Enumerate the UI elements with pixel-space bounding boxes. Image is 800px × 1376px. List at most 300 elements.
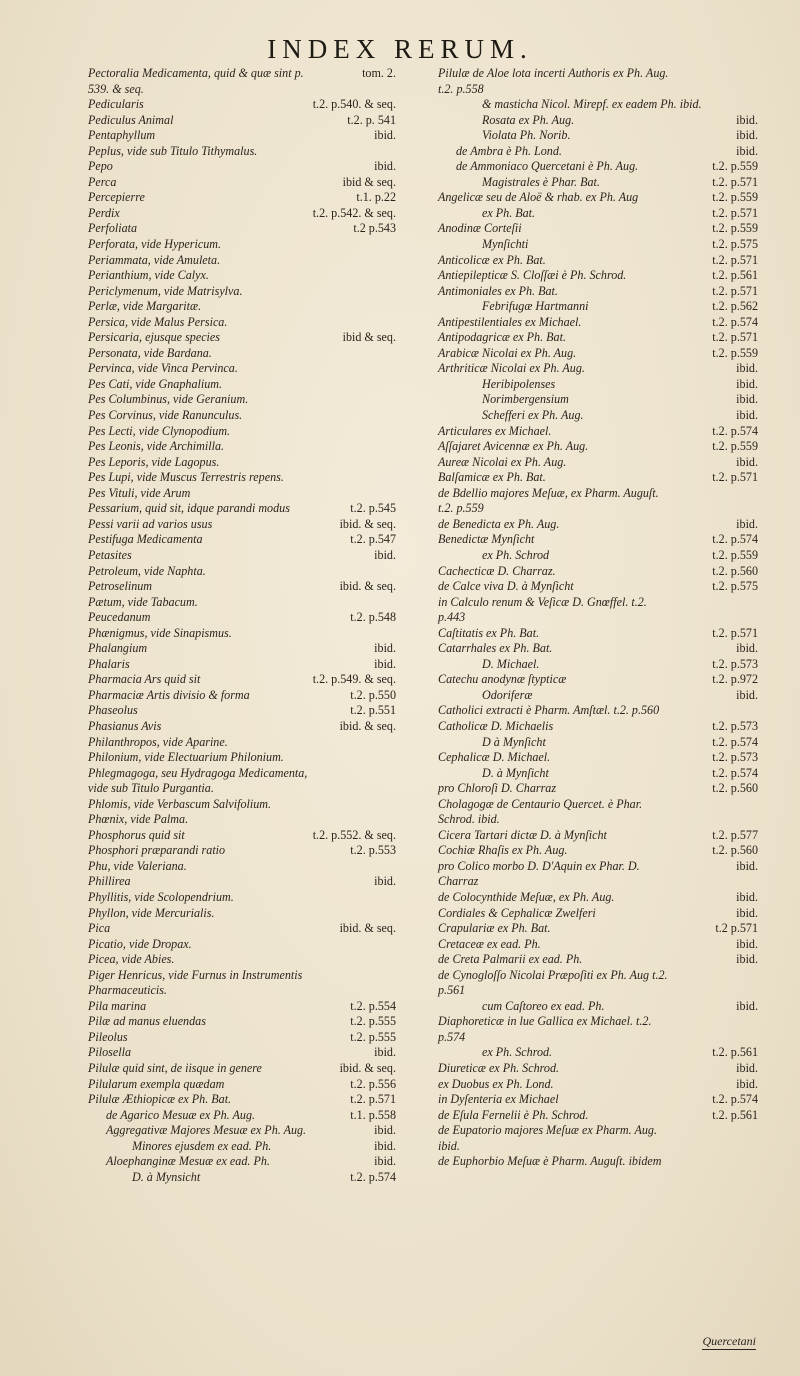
entry-text: Periammata, vide Amuleta. — [88, 252, 221, 267]
entry-text: Pes Lecti, vide Clynopodium. — [88, 423, 231, 438]
entry-reference: t.2. p.560 — [712, 563, 758, 578]
index-entry — [88, 377, 396, 393]
entry-reference: ibid. — [736, 392, 758, 407]
entry-text: Periclymenum, vide Matrisylva. — [88, 283, 243, 298]
index-entry — [438, 159, 758, 175]
index-entry — [88, 284, 396, 300]
entry-reference: t.2. p.571 — [712, 205, 758, 220]
index-entry — [438, 221, 758, 237]
entry-text: pro Colico morbo D. D'Aquin ex Phar. D. Charraz — [438, 858, 640, 889]
entry-text: Pes Lupi, vide Muscus Terrestris repens. — [88, 470, 284, 485]
entry-text: Phasianus Avis — [88, 718, 162, 733]
index-entry — [88, 1061, 396, 1077]
entry-reference: t.2. p.559 — [712, 345, 758, 360]
index-entry — [88, 626, 396, 642]
entry-text: Phosphori præparandi ratio — [88, 843, 226, 858]
entry-text: Pilularum exempla quædam — [88, 1076, 225, 1091]
index-entry — [438, 299, 758, 315]
entry-text: Antimoniales ex Ph. Bat. — [438, 283, 558, 298]
entry-text: de Bdellio majores Meſuæ, ex Pharm. Auguſt. t.2. p.559 — [438, 485, 659, 516]
index-entry — [438, 703, 758, 719]
index-entry — [88, 579, 396, 595]
index-entry — [438, 890, 758, 906]
index-entry — [438, 579, 758, 595]
entry-reference: ibid. — [374, 641, 396, 656]
entry-text: Pica — [88, 921, 111, 936]
index-entry — [88, 1092, 396, 1108]
index-entry — [88, 657, 396, 673]
entry-reference: t.2. p.574 — [712, 1092, 758, 1107]
entry-reference: t.2. p.571 — [712, 330, 758, 345]
entry-text: Cicera Tartari dictæ D. à Mynſicht — [438, 827, 607, 842]
entry-reference: ibid. & seq. — [339, 921, 396, 936]
entry-text: Pes Leporis, vide Lagopus. — [88, 454, 220, 469]
index-entry — [438, 190, 758, 206]
index-entry — [438, 688, 758, 704]
entry-reference: t.2. p.577 — [712, 827, 758, 842]
index-entry — [438, 906, 758, 922]
entry-text: Petroleum, vide Naphta. — [88, 563, 206, 578]
entry-text: Cephalicæ D. Michael. — [438, 750, 551, 765]
entry-reference: t.2. p.574 — [712, 314, 758, 329]
entry-text: Diureticæ ex Ph. Schrod. — [438, 1061, 560, 1075]
entry-reference: ibid. — [374, 1138, 396, 1153]
index-entry — [88, 812, 396, 828]
index-entry — [88, 766, 396, 797]
index-entry — [438, 548, 758, 564]
entry-reference: ibid. & seq. — [339, 1061, 396, 1075]
index-entry — [438, 361, 758, 377]
index-entry — [438, 859, 758, 890]
entry-text: Persica, vide Malus Persica. — [88, 314, 228, 329]
entry-reference: ibid. — [736, 408, 758, 423]
index-entry — [88, 439, 396, 455]
entry-text: Angelicæ seu de Aloë & rhab. ex Ph. Aug — [438, 190, 639, 205]
entry-reference: ibid. — [736, 889, 758, 904]
entry-text: Petasites — [88, 547, 132, 562]
index-entry — [438, 439, 758, 455]
entry-text: Balſamicæ ex Ph. Bat. — [438, 470, 546, 485]
index-entry — [88, 843, 396, 859]
entry-reference: t.2. p.559 — [712, 190, 758, 205]
entry-reference: ibid. — [736, 128, 758, 143]
entry-reference: t.2. p.571 — [712, 252, 758, 267]
entry-text: ex Duobus ex Ph. Lond. — [438, 1076, 554, 1091]
entry-reference: t.2. p.542. & seq. — [312, 205, 396, 220]
entry-reference: t.2. p.549. & seq. — [312, 672, 396, 687]
index-entry — [438, 828, 758, 844]
entry-reference: ibid. & seq. — [339, 516, 396, 531]
entry-text: Phillirea — [88, 874, 131, 889]
entry-text: Cachecticæ D. Charraz. — [438, 563, 556, 578]
entry-text: Cretaceæ ex ead. Ph. — [438, 936, 541, 951]
entry-text: Pilulæ Æthiopicæ ex Ph. Bat. — [88, 1092, 232, 1107]
entry-text: Antipodagricæ ex Ph. Bat. — [438, 330, 566, 345]
index-entry — [438, 843, 758, 859]
entry-text: & masticha Nicol. Mirepf. ex eadem Ph. ibid. — [482, 97, 702, 112]
index-entry — [88, 221, 396, 237]
entry-text: Phalaris — [88, 656, 130, 671]
index-entry — [88, 750, 396, 766]
index-entry — [438, 1045, 758, 1061]
entry-text: Pilulæ quid sint, de iisque in genere — [88, 1061, 262, 1075]
entry-text: Persicaria, ejusque species — [88, 330, 220, 345]
index-entry — [88, 937, 396, 953]
index-entry — [88, 859, 396, 875]
entry-text: Cochiæ Rhaſis ex Ph. Aug. — [438, 843, 568, 858]
entry-text: Phu, vide Valeriana. — [88, 858, 187, 873]
entry-text: de Creta Palmarii ex ead. Ph. — [438, 952, 583, 967]
entry-text: Minores ejusdem ex ead. Ph. — [132, 1138, 272, 1153]
entry-reference: t.2. p.545 — [350, 501, 396, 516]
entry-text: Mynſichti — [482, 237, 529, 252]
index-entry — [438, 392, 758, 408]
entry-reference: t.1. p.22 — [356, 190, 396, 205]
index-entry — [438, 1154, 758, 1170]
entry-text: Aureæ Nicolai ex Ph. Aug. — [438, 454, 567, 469]
entry-text: de Euphorbio Meſuæ è Pharm. Auguſt. ibidem — [438, 1154, 662, 1169]
entry-text: Catholici extracti è Pharm. Amſtæl. t.2. p.560 — [438, 703, 660, 718]
entry-text: D. à Mynſicht — [482, 765, 549, 780]
index-entry — [438, 455, 758, 471]
entry-text: Pedicularis — [88, 97, 144, 112]
entry-text: Cholagogæ de Centaurio Quercet. è Phar. Schrod. ibid. — [438, 796, 643, 827]
index-entry — [438, 253, 758, 269]
entry-text: Perca — [88, 174, 117, 189]
entry-reference: t.2. p.573 — [712, 750, 758, 765]
index-entry — [88, 190, 396, 206]
entry-text: Perfoliata — [88, 221, 138, 236]
entry-reference: t.2. p.548 — [350, 610, 396, 625]
index-entry — [88, 1030, 396, 1046]
index-entry — [438, 237, 758, 253]
entry-reference: t.2. p.551 — [350, 703, 396, 718]
index-entry — [88, 797, 396, 813]
index-entry — [438, 1092, 758, 1108]
index-entry — [88, 66, 396, 97]
entry-reference: t.2. p.559 — [712, 547, 758, 562]
index-entry — [438, 408, 758, 424]
index-entry — [88, 253, 396, 269]
entry-text: Perforata, vide Hypericum. — [88, 237, 221, 252]
entry-reference: ibid & seq. — [342, 174, 396, 189]
index-entry — [88, 392, 396, 408]
entry-text: Pediculus Animal — [88, 112, 174, 127]
entry-reference: t.2. p.574 — [712, 423, 758, 438]
entry-text: Articulares ex Michael. — [438, 423, 552, 438]
index-entry — [88, 1014, 396, 1030]
entry-reference: ibid. — [736, 936, 758, 951]
index-entry — [88, 1139, 396, 1155]
index-entry — [438, 999, 758, 1015]
entry-text: Petroselinum — [88, 579, 153, 594]
entry-text: D. à Mynsicht — [132, 1169, 201, 1184]
entry-text: Perdix — [88, 205, 120, 220]
entry-text: Aſſajaret Avicennæ ex Ph. Aug. — [438, 439, 589, 454]
index-entry — [88, 828, 396, 844]
entry-reference: t.2. p.573 — [712, 718, 758, 733]
index-entry — [438, 517, 758, 533]
entry-text: Phlegmagoga, seu Hydragoga Medicamenta, vide sub Titulo Purgantia. — [88, 765, 308, 796]
index-entry — [438, 781, 758, 797]
index-entry — [88, 548, 396, 564]
index-entry — [88, 501, 396, 517]
index-entry — [88, 735, 396, 751]
entry-reference: ibid. — [736, 376, 758, 391]
entry-text: Picatio, vide Dropax. — [88, 936, 192, 951]
entry-text: D à Mynſicht — [482, 734, 546, 749]
entry-text: Diaphoreticæ in lue Gallica ex Michael. t.2. p.574 — [438, 1014, 652, 1044]
entry-reference: t.2. p.561 — [712, 268, 758, 283]
index-entry — [88, 906, 396, 922]
index-entry — [88, 424, 396, 440]
entry-reference: t.2. p.559 — [712, 159, 758, 174]
entry-text: Arabicæ Nicolai ex Ph. Aug. — [438, 345, 577, 360]
entry-text: Philanthropos, vide Aparine. — [88, 734, 228, 749]
entry-reference: tom. 2. — [362, 66, 396, 80]
entry-text: Phænigmus, vide Sinapismus. — [88, 625, 232, 640]
entry-reference: t.2. p.972 — [712, 672, 758, 687]
index-entry — [88, 113, 396, 129]
index-entry — [88, 1123, 396, 1139]
entry-reference: t.2. p.559 — [712, 221, 758, 236]
entry-reference: ibid. — [374, 1123, 396, 1138]
entry-reference: t.2. p.547 — [350, 532, 396, 547]
entry-reference: t.2 p.571 — [715, 921, 758, 936]
entry-reference: t.2. p.571 — [712, 625, 758, 640]
index-entry — [438, 330, 758, 346]
entry-text: Anodinæ Corteſii — [438, 221, 522, 236]
entry-text: Rosata ex Ph. Aug. — [482, 112, 575, 127]
index-entry — [88, 1077, 396, 1093]
entry-reference: ibid. — [736, 1076, 758, 1091]
entry-reference: t.2. p.555 — [350, 1014, 396, 1029]
index-entry — [88, 470, 396, 486]
entry-text: Phyllitis, vide Scolopendrium. — [88, 889, 234, 904]
entry-text: Pætum, vide Tabacum. — [88, 594, 198, 609]
entry-text: Pectoralia Medicamenta, quid & quæ sint p. 539. & seq. — [88, 66, 304, 96]
entry-text: Phosphorus quid sit — [88, 827, 185, 842]
index-entry — [88, 330, 396, 346]
index-entry — [88, 610, 396, 626]
entry-text: Phalangium — [88, 641, 148, 656]
index-entry — [88, 175, 396, 191]
index-entry — [88, 1170, 396, 1186]
index-entry — [438, 66, 758, 97]
index-entry — [88, 641, 396, 657]
index-entry — [88, 346, 396, 362]
entry-text: Antiepilepticæ S. Cloſſæi è Ph. Schrod. — [438, 268, 627, 283]
entry-reference: ibid. — [736, 687, 758, 702]
entry-reference: t.2. p.540. & seq. — [312, 97, 396, 112]
entry-reference: ibid. — [736, 1061, 758, 1075]
entry-reference: ibid. — [374, 874, 396, 889]
index-entry — [88, 688, 396, 704]
index-entry — [438, 1108, 758, 1124]
entry-text: pro Chloroſi D. Charraz — [438, 781, 557, 796]
entry-text: Phaseolus — [88, 703, 138, 718]
entry-reference: t.2. p. 541 — [347, 112, 396, 127]
entry-reference: t.2. p.556 — [350, 1076, 396, 1091]
entry-text: in Dyſenteria ex Michael — [438, 1092, 559, 1107]
entry-text: Pes Corvinus, vide Ranunculus. — [88, 408, 243, 423]
entry-text: Personata, vide Bardana. — [88, 345, 212, 360]
entry-reference: t.1. p.558 — [350, 1107, 396, 1122]
index-entry — [88, 999, 396, 1015]
index-entry — [88, 1108, 396, 1124]
entry-text: Benedictæ Mynſicht — [438, 532, 535, 547]
entry-text: Norimbergensium — [482, 392, 569, 407]
entry-text: de Calce viva D. à Mynſicht — [438, 579, 574, 594]
entry-text: Philonium, vide Electuarium Philonium. — [88, 750, 284, 765]
entry-text: Pharmacia Ars quid sit — [88, 672, 201, 687]
index-entry — [438, 750, 758, 766]
entry-text: Pilulæ de Aloe lota incerti Authoris ex Ph. Aug. t.2. p.558 — [438, 66, 669, 96]
index-entry — [438, 595, 758, 626]
entry-text: Aggregativæ Majores Mesuæ ex Ph. Aug. — [106, 1123, 307, 1138]
catchword: Quercetani — [702, 1334, 756, 1348]
entry-text: Violata Ph. Norib. — [482, 128, 571, 143]
index-entry — [88, 672, 396, 688]
index-entry — [438, 315, 758, 331]
entry-text: de Colocynthide Meſuæ, ex Ph. Aug. — [438, 889, 615, 904]
entry-text: D. Michael. — [482, 656, 540, 671]
left-column — [88, 66, 396, 1185]
entry-reference: ibid. — [736, 143, 758, 158]
entry-reference: ibid. — [736, 905, 758, 920]
index-entry — [88, 206, 396, 222]
entry-text: Pestifuga Medicamenta — [88, 532, 203, 547]
entry-text: Pentaphyllum — [88, 128, 156, 143]
entry-text: Pileolus — [88, 1029, 128, 1044]
entry-reference: t.2. p.560 — [712, 781, 758, 796]
index-entry — [88, 532, 396, 548]
index-entry — [438, 1077, 758, 1093]
entry-text: Pepo — [88, 159, 113, 174]
entry-text: Perianthium, vide Calyx. — [88, 268, 209, 283]
index-entry — [438, 1014, 758, 1045]
entry-reference: ibid. — [374, 1154, 396, 1169]
entry-text: de Cynogloſſo Nicolai Præpoſiti ex Ph. Aug t.2. p.561 — [438, 967, 668, 998]
entry-text: de Ambra è Ph. Lond. — [456, 143, 562, 158]
index-entry — [438, 1123, 758, 1154]
entry-text: Peucedanum — [88, 610, 151, 625]
entry-text: Percepierre — [88, 190, 145, 205]
entry-reference: t.2. p.571 — [712, 174, 758, 189]
entry-text: in Calculo renum & Veſicæ D. Gnœffel. t.2. p.443 — [438, 594, 647, 625]
entry-reference: t.2. p.554 — [350, 998, 396, 1013]
entry-text: Pes Leonis, vide Archimilla. — [88, 439, 225, 454]
index-entry — [88, 890, 396, 906]
entry-reference: ibid. — [736, 112, 758, 127]
entry-reference: t.2 p.543 — [353, 221, 396, 236]
index-entry — [438, 719, 758, 735]
entry-reference: ibid. — [736, 361, 758, 376]
index-entry — [438, 486, 758, 517]
index-entry — [438, 175, 758, 191]
entry-reference: ibid. & seq. — [339, 579, 396, 594]
entry-reference: t.2. p.571 — [712, 470, 758, 485]
entry-reference: ibid. — [736, 516, 758, 531]
entry-text: Magistrales è Phar. Bat. — [482, 174, 600, 189]
entry-text: Pharmaciæ Artis divisio & forma — [88, 687, 250, 702]
entry-text: Crapulariæ ex Ph. Bat. — [438, 921, 551, 936]
entry-reference: ibid. — [374, 128, 396, 143]
index-entry — [438, 128, 758, 144]
entry-text: Catarrhales ex Ph. Bat. — [438, 641, 553, 656]
entry-text: Phlomis, vide Verbascum Salvifolium. — [88, 796, 272, 811]
entry-reference: ibid. — [374, 159, 396, 174]
entry-text: Antipestilentiales ex Michael. — [438, 314, 582, 329]
right-column — [438, 66, 758, 1170]
index-entry — [88, 874, 396, 890]
index-entry — [438, 346, 758, 362]
index-entry — [88, 268, 396, 284]
index-entry — [438, 657, 758, 673]
entry-text: de Eſula Fernelii è Ph. Schrod. — [438, 1107, 589, 1122]
index-entry — [88, 486, 396, 502]
entry-reference: ibid. & seq. — [339, 718, 396, 733]
index-entry — [438, 97, 758, 113]
index-entry — [88, 719, 396, 735]
entry-text: Pes Cati, vide Gnaphalium. — [88, 376, 223, 391]
entry-reference: ibid. — [736, 952, 758, 967]
entry-reference: t.2. p.574 — [712, 532, 758, 547]
entry-text: Pila marina — [88, 998, 147, 1013]
index-entry — [438, 113, 758, 129]
index-entry — [88, 595, 396, 611]
index-entry — [438, 952, 758, 968]
entry-text: ex Ph. Schrod. — [482, 1045, 553, 1060]
index-entry — [88, 921, 396, 937]
index-entry — [438, 735, 758, 751]
entry-text: Aloephanginæ Mesuæ ex ead. Ph. — [106, 1154, 270, 1169]
entry-reference: t.2. p.552. & seq. — [312, 827, 396, 842]
entry-reference: ibid. — [736, 858, 758, 873]
entry-text: Febrifugæ Hartmanni — [482, 299, 589, 314]
entry-text: Catholicæ D. Michaelis — [438, 718, 554, 733]
entry-reference: t.2. p.561 — [712, 1107, 758, 1122]
entry-text: Piger Henricus, vide Furnus in Instrumentis Pharmaceuticis. — [88, 967, 303, 998]
entry-text: Arthriticæ Nicolai ex Ph. Aug. — [438, 361, 585, 376]
index-entry — [438, 144, 758, 160]
entry-text: Pervinca, vide Vinca Pervinca. — [88, 361, 238, 376]
entry-text: de Eupatorio majores Meſuæ ex Pharm. Aug. ibid. — [438, 1123, 658, 1153]
page-title: INDEX RERUM. — [267, 34, 533, 64]
entry-text: Pilosella — [88, 1045, 131, 1060]
entry-text: ex Ph. Schrod — [482, 547, 550, 562]
index-entry — [88, 408, 396, 424]
index-entry — [438, 1061, 758, 1077]
index-entry — [88, 159, 396, 175]
entry-text: Pes Columbinus, vide Geranium. — [88, 392, 249, 407]
entry-text: Pilæ ad manus eluendas — [88, 1014, 206, 1029]
index-entry — [438, 268, 758, 284]
index-entry — [88, 299, 396, 315]
entry-text: Picea, vide Abies. — [88, 952, 175, 967]
entry-text: Peplus, vide sub Titulo Tithymalus. — [88, 143, 258, 158]
index-entry — [88, 564, 396, 580]
entry-text: Catechu anodynæ ſtypticæ — [438, 672, 567, 687]
entry-reference: t.2. p.574 — [712, 734, 758, 749]
entry-reference: t.2. p.571 — [350, 1092, 396, 1107]
index-entry — [438, 532, 758, 548]
entry-reference: t.2. p.574 — [712, 765, 758, 780]
entry-text: Phœnix, vide Palma. — [88, 812, 189, 827]
entry-reference: ibid. — [736, 454, 758, 469]
entry-text: de Agarico Mesuæ ex Ph. Aug. — [106, 1107, 256, 1122]
index-entry — [88, 144, 396, 160]
